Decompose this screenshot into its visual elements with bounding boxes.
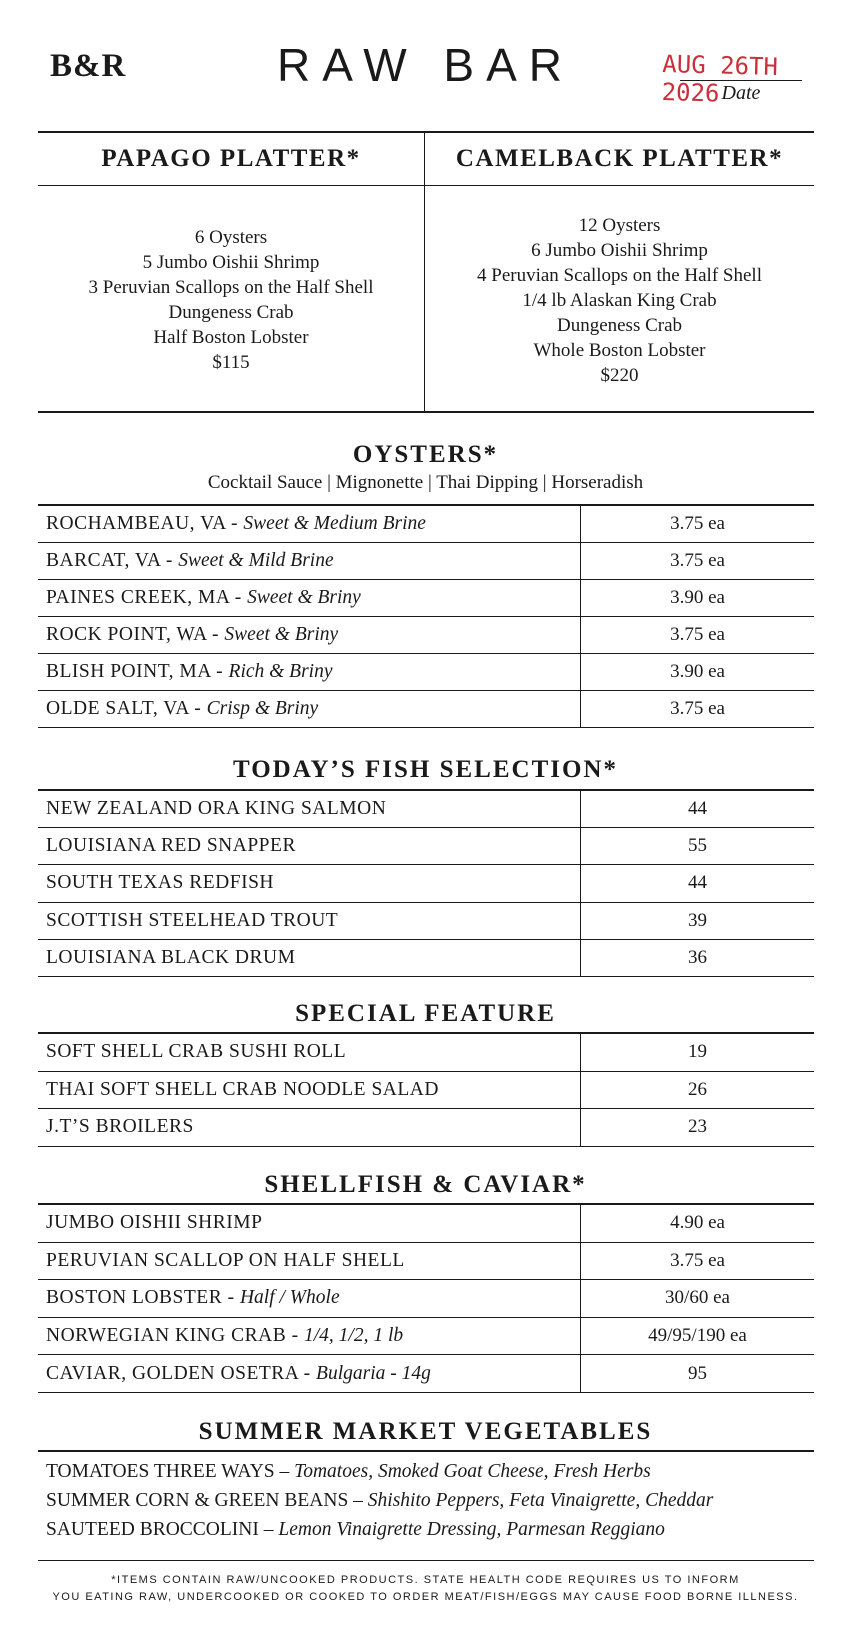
vegetable-name: SAUTEED BROCCOLINI – [46, 1519, 279, 1540]
special-table [38, 1032, 814, 1147]
item-name [46, 1363, 431, 1385]
platter-item: 12 Oysters [578, 215, 661, 236]
section-title-oysters: OYSTERS* [352, 441, 499, 468]
vegetable-item [46, 1457, 713, 1486]
item-title: ROCK POINT, WA - [46, 624, 225, 645]
platter-title-camelback: CAMELBACK PLATTER* [455, 145, 784, 172]
vegetable-name: TOMATOES THREE WAYS – [46, 1461, 295, 1482]
oysters-sauces: Cocktail Sauce | Mignonette | Thai Dipping | Horseradish [207, 472, 644, 493]
platter-price: $220 [600, 365, 639, 386]
table-row [38, 940, 814, 977]
page-title: RAW BAR [277, 39, 574, 91]
table-row [38, 654, 814, 691]
item-title: JUMBO OISHII SHRIMP [46, 1212, 263, 1234]
item-description: Rich & Briny [228, 661, 333, 682]
item-price: 3.75 ea [670, 550, 725, 571]
vegetables-list [46, 1457, 713, 1544]
vegetable-desc: Shishito Peppers, Feta Vinaigrette, Cheddar [367, 1490, 714, 1511]
platter-item: 5 Jumbo Oishii Shrimp [142, 252, 320, 273]
item-price: 30/60 ea [665, 1287, 730, 1309]
item-title: SOUTH TEXAS REDFISH [46, 872, 274, 894]
item-name [46, 947, 295, 969]
item-title: SOFT SHELL CRAB SUSHI ROLL [46, 1041, 347, 1063]
item-name [46, 798, 386, 820]
date-stamp: AUG 26TH 2026 [661, 50, 779, 108]
table-row [38, 691, 814, 728]
item-description: Crisp & Briny [206, 698, 319, 719]
vegetable-item [46, 1515, 713, 1544]
item-title: PERUVIAN SCALLOP ON HALF SHELL [46, 1249, 405, 1271]
item-price: 36 [688, 946, 707, 968]
table-row [38, 903, 814, 940]
item-name [46, 513, 426, 535]
platters-box [38, 131, 814, 413]
vegetable-desc: Lemon Vinaigrette Dressing, Parmesan Reggiano [278, 1519, 665, 1540]
item-price: 3.75 ea [670, 624, 725, 645]
item-title: BARCAT, VA - [46, 550, 179, 571]
vegetable-name: SUMMER CORN & GREEN BEANS – [46, 1490, 368, 1511]
footnote [0, 1572, 851, 1606]
logo: B&R [50, 48, 127, 84]
vegetable-desc: Tomatoes, Smoked Goat Cheese, Fresh Herbs [294, 1461, 651, 1482]
item-title: NEW ZEALAND ORA KING SALMON [46, 798, 387, 820]
platter-item: Dungeness Crab [556, 315, 683, 336]
table-row [38, 1034, 814, 1072]
item-price: 95 [688, 1362, 707, 1384]
item-description: Bulgaria - 14g [316, 1362, 431, 1384]
table-row [38, 1355, 814, 1393]
item-name [46, 550, 334, 572]
item-name [46, 1250, 405, 1272]
platter-item: 4 Peruvian Scallops on the Half Shell [477, 265, 762, 286]
item-title: OLDE SALT, VA - [46, 698, 207, 719]
item-name [46, 624, 338, 646]
section-title-fish: TODAY’S FISH SELECTION* [232, 756, 618, 783]
table-row [38, 580, 814, 617]
table-row [38, 617, 814, 654]
platter-items-camelback [425, 213, 814, 388]
item-name [46, 835, 296, 857]
table-row [38, 828, 814, 865]
oysters-table [38, 504, 814, 728]
item-name [46, 661, 333, 683]
item-title: CAVIAR, GOLDEN OSETRA - [46, 1362, 317, 1384]
item-name [46, 1212, 262, 1234]
item-title: THAI SOFT SHELL CRAB NOODLE SALAD [46, 1078, 439, 1100]
item-description: 1/4, 1/2, 1 lb [304, 1325, 404, 1347]
table-row [38, 1205, 814, 1243]
item-description: Sweet & Briny [224, 624, 339, 645]
table-row [38, 791, 814, 828]
item-name [46, 587, 361, 609]
item-price: 3.90 ea [670, 661, 725, 682]
platter-items-papago [38, 225, 424, 375]
item-name [46, 872, 274, 894]
item-title: ROCHAMBEAU, VA - [46, 513, 244, 534]
table-row [38, 506, 814, 543]
item-price: 3.75 ea [670, 698, 725, 719]
footnote-rule [38, 1560, 814, 1561]
item-price: 55 [688, 835, 707, 857]
item-name [46, 910, 338, 932]
item-name [46, 1079, 439, 1101]
table-row [38, 1243, 814, 1281]
platter-price: $115 [212, 352, 250, 373]
platter-item: 1/4 lb Alaskan King Crab [522, 290, 717, 311]
item-price: 44 [688, 872, 707, 894]
item-name [46, 1041, 346, 1063]
shellfish-table [38, 1203, 814, 1393]
vegetables-rule [38, 1450, 814, 1452]
table-row [38, 1318, 814, 1356]
platter-item: 3 Peruvian Scallops on the Half Shell [88, 277, 374, 298]
item-title: LOUISIANA BLACK DRUM [46, 946, 296, 968]
item-title: BLISH POINT, MA - [46, 661, 229, 682]
date-underline [680, 80, 802, 81]
platter-item: 6 Oysters [194, 227, 268, 248]
footnote-line: YOU EATING RAW, UNDERCOOKED OR COOKED TO ORDER MEAT/FISH/EGGS MAY CAUSE FOOD BORNE ILLNESS. [52, 1591, 799, 1603]
item-price: 19 [688, 1041, 707, 1063]
item-title: PAINES CREEK, MA - [46, 587, 248, 608]
item-name [46, 698, 318, 720]
item-price: 23 [688, 1116, 707, 1138]
item-price: 39 [688, 909, 707, 931]
platter-item: Dungeness Crab [168, 302, 294, 323]
table-row [38, 1280, 814, 1318]
item-price: 3.90 ea [670, 587, 725, 608]
platters-header-rule [38, 185, 814, 186]
item-price: 3.75 ea [670, 1249, 725, 1271]
footnote-line: *ITEMS CONTAIN RAW/UNCOOKED PRODUCTS. STATE HEALTH CODE REQUIRES US TO INFORM [111, 1574, 740, 1586]
platter-item: Whole Boston Lobster [533, 340, 706, 361]
platter-item: Half Boston Lobster [153, 327, 309, 348]
table-row [38, 1072, 814, 1110]
platter-item: 6 Jumbo Oishii Shrimp [531, 240, 708, 261]
table-row [38, 1109, 814, 1147]
item-description: Half / Whole [239, 1287, 340, 1309]
item-price: 44 [688, 798, 707, 820]
section-title-special: SPECIAL FEATURE [295, 1000, 556, 1027]
item-price: 3.75 ea [670, 513, 725, 534]
item-description: Sweet & Mild Brine [178, 550, 334, 571]
section-title-shellfish: SHELLFISH & CAVIAR* [264, 1171, 587, 1198]
item-name [46, 1116, 194, 1138]
item-price: 26 [688, 1078, 707, 1100]
date-label: Date [721, 82, 761, 104]
item-description: Sweet & Medium Brine [243, 513, 426, 534]
table-row [38, 543, 814, 580]
item-price: 49/95/190 ea [648, 1325, 747, 1347]
platter-title-papago: PAPAGO PLATTER* [101, 145, 361, 172]
item-title: BOSTON LOBSTER - [46, 1287, 240, 1309]
table-row [38, 865, 814, 902]
vegetable-item [46, 1486, 713, 1515]
item-description: Sweet & Briny [247, 587, 361, 608]
section-title-vegetables: SUMMER MARKET VEGETABLES [198, 1418, 653, 1445]
item-title: J.T’S BROILERS [46, 1116, 194, 1138]
item-title: LOUISIANA RED SNAPPER [46, 835, 296, 857]
fish-table [38, 789, 814, 977]
item-name [46, 1325, 403, 1347]
item-price: 4.90 ea [670, 1212, 725, 1234]
item-title: NORWEGIAN KING CRAB - [46, 1325, 304, 1347]
item-name [46, 1287, 340, 1309]
item-title: SCOTTISH STEELHEAD TROUT [46, 909, 339, 931]
